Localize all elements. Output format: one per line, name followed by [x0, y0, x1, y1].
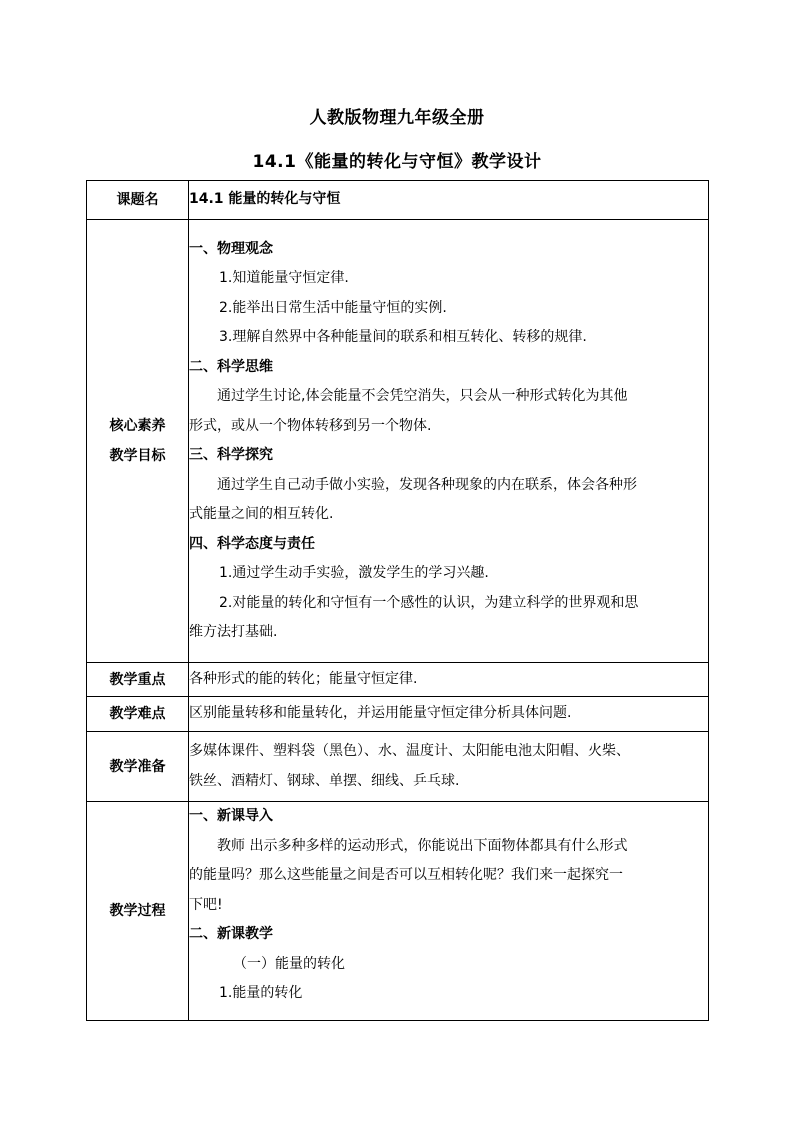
core-goals-label-line2: 教学目标	[109, 448, 166, 464]
topic-label: 课题名	[87, 181, 189, 220]
section-heading: 二、新课教学	[189, 926, 273, 942]
section-heading: 三、科学探究	[189, 447, 273, 463]
table-row-preparation	[87, 732, 709, 802]
preparation-cell	[189, 732, 709, 802]
preparation-label: 教学准备	[87, 732, 189, 802]
section-heading: 二、科学思维	[189, 358, 273, 375]
core-goals-label	[87, 220, 189, 663]
subsection-heading: （一）能量的转化	[233, 955, 345, 972]
table-row-topic	[87, 181, 709, 220]
goal-text: 维方法打基础.	[189, 624, 278, 640]
goal-text: 通过学生讨论,体会能量不会凭空消失，只会从一种形式转化为其他	[217, 388, 628, 404]
core-goals-label-line1: 核心素养	[109, 418, 166, 434]
difficulties-label: 教学难点	[87, 697, 189, 732]
preparation-line: 铁丝、酒精灯、钢球、单摆、细线、乒乓球.	[189, 772, 460, 789]
core-goals-content	[189, 220, 709, 663]
goal-item: 1.知道能量守恒定律.	[219, 270, 349, 286]
topic-value: 14.1 能量的转化与守恒	[189, 191, 341, 208]
goal-item: 1.通过学生动手实验，激发学生的学习兴趣.	[219, 565, 489, 581]
process-text: 下吧!	[189, 896, 223, 913]
goal-text: 形式，或从一个物体转移到另一个物体.	[189, 417, 432, 434]
table-row-core-goals	[87, 220, 709, 663]
table-row-process	[87, 802, 709, 1021]
process-text: 教师 出示多种多样的运动形式，你能说出下面物体都具有什么形式	[217, 837, 628, 854]
goal-item: 2.能举出日常生活中能量守恒的实例.	[219, 299, 447, 316]
document-title: 人教版物理九年级全册	[309, 108, 485, 128]
goal-item: 2.对能量的转化和守恒有一个感性的认识，为建立科学的世界观和思	[219, 594, 639, 611]
lesson-plan-table	[86, 180, 709, 1021]
goal-item: 3.理解自然界中各种能量间的联系和相互转化、转移的规律.	[219, 329, 587, 345]
goal-text: 式能量之间的相互转化.	[189, 506, 334, 522]
preparation-line: 多媒体课件、塑料袋（黑色）、水、温度计、太阳能电池太阳帽、火柴、	[189, 743, 630, 759]
table-row-key-points	[87, 663, 709, 697]
key-points-cell	[189, 663, 709, 697]
process-text: 的能量吗？那么这些能量之间是否可以互相转化呢？我们来一起探究一	[189, 867, 623, 883]
process-cell	[189, 802, 709, 1021]
difficulties-cell	[189, 697, 709, 732]
document-subtitle: 14.1《能量的转化与守恒》教学设计	[252, 152, 542, 172]
table-row-difficulties	[87, 697, 709, 732]
subsection-item: 1.能量的转化	[219, 985, 303, 1001]
section-heading: 四、科学态度与责任	[189, 535, 315, 552]
key-points-value: 各种形式的能的转化；能量守恒定律.	[189, 670, 418, 687]
difficulties-value: 区别能量转移和能量转化，并运用能量守恒定律分析具体问题.	[189, 705, 572, 722]
section-heading: 一、物理观念	[189, 240, 273, 257]
goal-text: 通过学生自己动手做小实验，发现各种现象的内在联系，体会各种形	[217, 476, 637, 493]
topic-value-cell	[189, 181, 709, 220]
section-heading: 一、新课导入	[189, 808, 273, 824]
key-points-label: 教学重点	[87, 663, 189, 697]
process-label: 教学过程	[87, 802, 189, 1021]
